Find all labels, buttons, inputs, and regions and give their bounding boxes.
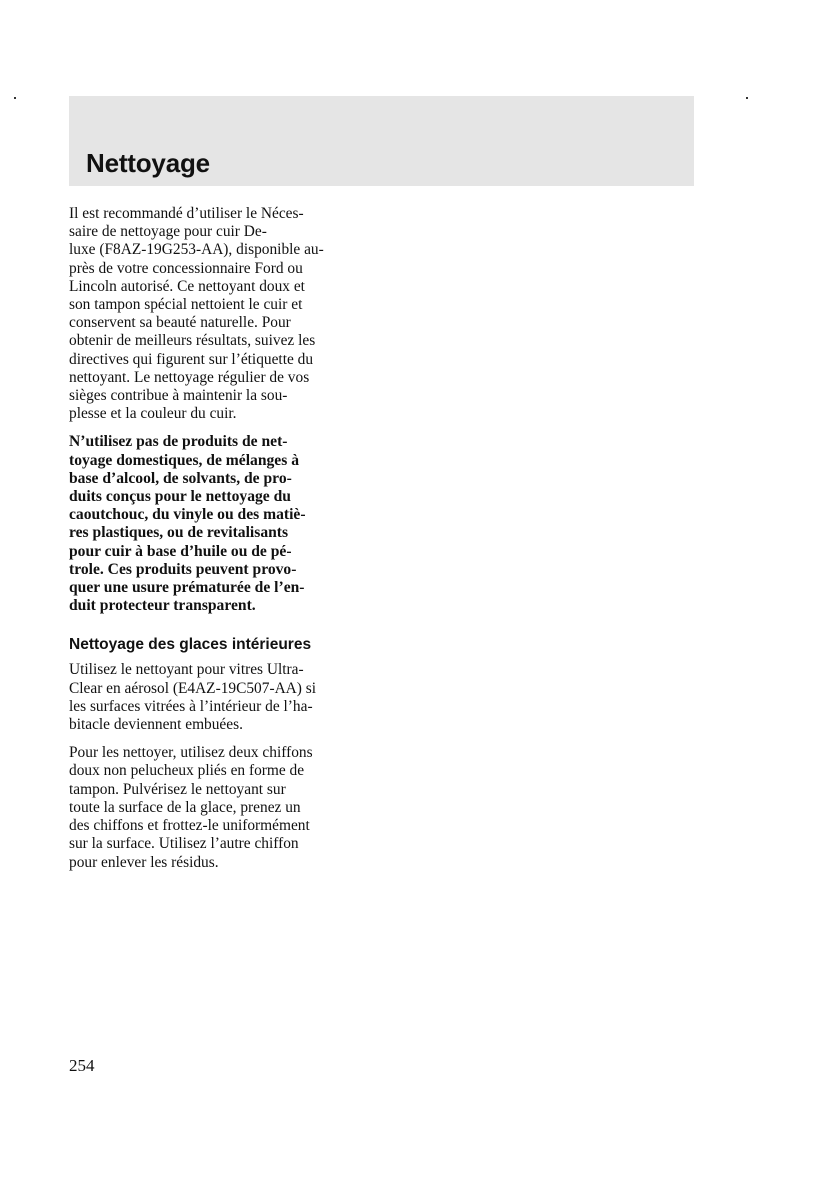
text-line: Pour les nettoyer, utilisez deux chiffons [69, 744, 313, 762]
text-line: base d’alcool, de solvants, de pro- [69, 469, 292, 487]
text-line: caoutchouc, du vinyle ou des matiè- [69, 506, 306, 524]
text-line: quer une usure prématurée de l’en- [69, 579, 305, 597]
text-line: toute la surface de la glace, prenez un [69, 798, 301, 816]
text-line: doux non pelucheux pliés en forme de [69, 762, 305, 780]
text-line: des chiffons et frottez-le uniformément [69, 817, 310, 835]
subsection-title: Nettoyage des glaces intérieures [69, 636, 312, 654]
text-line: res plastiques, ou de revitalisants [69, 524, 289, 542]
text-line: saire de nettoyage pour cuir De- [69, 223, 267, 241]
text-line: Lincoln autorisé. Ce nettoyant doux et [69, 277, 305, 295]
text-line: bitacle deviennent embuées. [69, 716, 243, 734]
text-line: tampon. Pulvérisez le nettoyant sur [69, 780, 286, 798]
window-cleaning-method-paragraph [69, 744, 369, 871]
text-line: obtenir de meilleurs résultats, suivez les [69, 332, 316, 350]
text-line: nettoyant. Le nettoyage régulier de vos [69, 368, 310, 386]
text-line: sièges contribue à maintenir la sou- [69, 387, 288, 405]
text-line: directives qui figurent sur l’étiquette du [69, 350, 314, 368]
text-line: duit protecteur transparent. [69, 597, 256, 615]
text-line: Il est recommandé d’utiliser le Néces- [69, 205, 304, 222]
section-header-band [69, 96, 694, 186]
text-line: conservent sa beauté naturelle. Pour [69, 314, 291, 332]
text-line: pour cuir à base d’huile ou de pé- [69, 542, 292, 560]
leather-care-paragraph [69, 205, 369, 423]
text-line: duits conçus pour le nettoyage du [69, 488, 291, 506]
text-line: toyage domestiques, de mélanges à [69, 451, 299, 469]
text-line: Utilisez le nettoyant pour vitres Ultra- [69, 661, 304, 679]
text-line: son tampon spécial nettoient le cuir et [69, 296, 303, 314]
crop-mark-left [14, 97, 16, 99]
text-line: plesse et la couleur du cuir. [69, 405, 237, 423]
text-line: pour enlever les résidus. [69, 853, 219, 871]
warning-paragraph [69, 433, 369, 615]
text-line: sur la surface. Utilisez l’autre chiffon [69, 835, 299, 853]
text-line: luxe (F8AZ-19G253-AA), disponible au- [69, 241, 324, 259]
window-cleaner-paragraph [69, 661, 369, 734]
page-number: 254 [69, 1056, 95, 1075]
text-line: N’utilisez pas de produits de net- [69, 433, 288, 451]
text-line: près de votre concessionnaire Ford ou [69, 259, 303, 277]
text-line: Clear en aérosol (E4AZ-19C507-AA) si [69, 679, 317, 697]
text-line: trole. Ces produits peuvent provo- [69, 560, 297, 578]
crop-mark-right [746, 97, 748, 99]
section-title: Nettoyage [86, 148, 210, 178]
content-column [69, 205, 369, 882]
text-line: les surfaces vitrées à l’intérieur de l’ha- [69, 697, 313, 715]
